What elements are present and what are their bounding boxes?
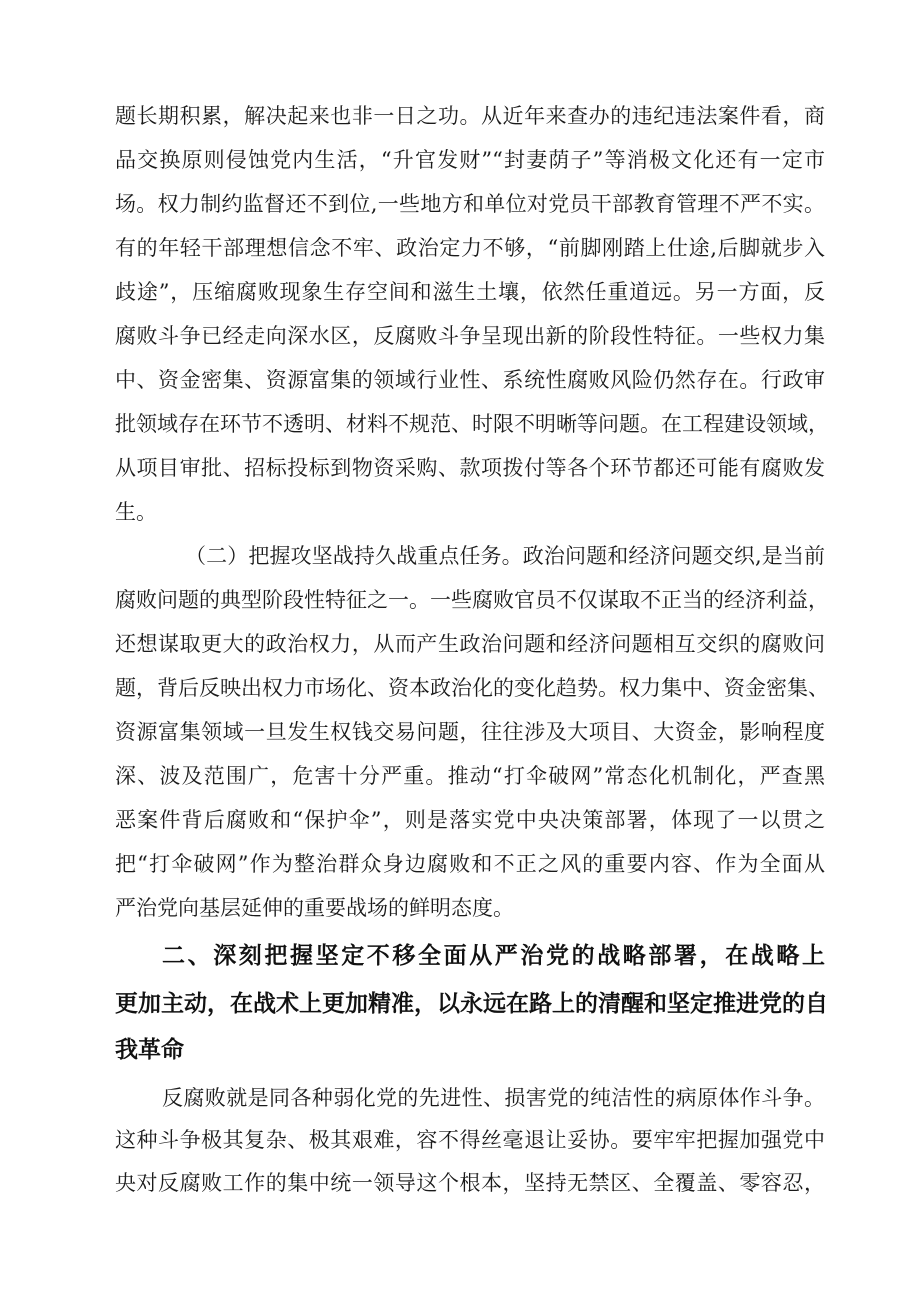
text-line: 还想谋取更大的政治权力，从而产生政治问题和经济问题相互交织的腐败问 <box>115 632 825 656</box>
text-line: 批领域存在环节不透明、材料不规范、时限不明晰等问题。在工程建设领域， <box>115 412 829 436</box>
text-line: 题，背后反映出权力市场化、资本政治化的变化趋势。权力集中、资金密集、 <box>115 676 829 700</box>
text-line: 腐败斗争已经走向深水区，反腐败斗争呈现出新的阶段性特征。一些权力集 <box>115 324 825 348</box>
text-line: 腐败问题的典型阶段性特征之一。一些腐败官员不仅谋取不正当的经济利益， <box>115 588 829 612</box>
text-line: 这种斗争极其复杂、极其艰难，容不得丝毫退让妥协。要牢牢把握加强党中 <box>115 1128 825 1152</box>
text-line: 央对反腐败工作的集中统一领导这个根本，坚持无禁区、全覆盖、零容忍， <box>115 1171 825 1195</box>
heading-line: 我革命 <box>115 1037 184 1063</box>
heading-line: 二、深刻把握坚定不移全面从严治党的战略部署，在战略上 <box>162 943 825 969</box>
text-line: 有的年轻干部理想信念不牢、政治定力不够，“前脚刚踏上仕途,后脚就步入 <box>115 236 825 260</box>
text-line: 把“打伞破网”作为整治群众身边腐败和不正之风的重要内容、作为全面从 <box>115 852 825 876</box>
text-line: 场。权力制约监督还不到位,一些地方和单位对党员干部教育管理不严不实。 <box>115 192 825 216</box>
text-line: （二）把握攻坚战持久战重点任务。政治问题和经济问题交织,是当前 <box>185 544 825 568</box>
text-line: 生。 <box>115 500 157 524</box>
text-line: 品交换原则侵蚀党内生活，“升官发财”“封妻荫子”等消极文化还有一定市 <box>115 148 825 172</box>
heading-line: 更加主动，在战术上更加精准，以永远在路上的清醒和坚定推进党的自 <box>115 991 828 1017</box>
text-line: 中、资金密集、资源富集的领域行业性、系统性腐败风险仍然存在。行政审 <box>115 368 825 392</box>
text-line: 题长期积累，解决起来也非一日之功。从近年来查办的违纪违法案件看，商 <box>115 104 825 128</box>
text-line: 严治党向基层延伸的重要战场的鲜明态度。 <box>115 896 514 920</box>
text-line: 反腐败就是同各种弱化党的先进性、损害党的纯洁性的病原体作斗争。 <box>162 1086 825 1110</box>
text-line: 从项目审批、招标投标到物资采购、款项拨付等各个环节都还可能有腐败发 <box>115 456 825 480</box>
text-line: 资源富集领域一旦发生权钱交易问题，往往涉及大项目、大资金，影响程度 <box>115 720 825 744</box>
text-line: 恶案件背后腐败和“保护伞”，则是落实党中央决策部署，体现了一以贯之 <box>115 808 825 832</box>
text-line: 歧途”，压缩腐败现象生存空间和滋生土壤，依然任重道远。另一方面，反 <box>115 280 825 304</box>
text-line: 深、波及范围广，危害十分严重。推动“打伞破网”常态化机制化，严查黑 <box>115 764 825 788</box>
